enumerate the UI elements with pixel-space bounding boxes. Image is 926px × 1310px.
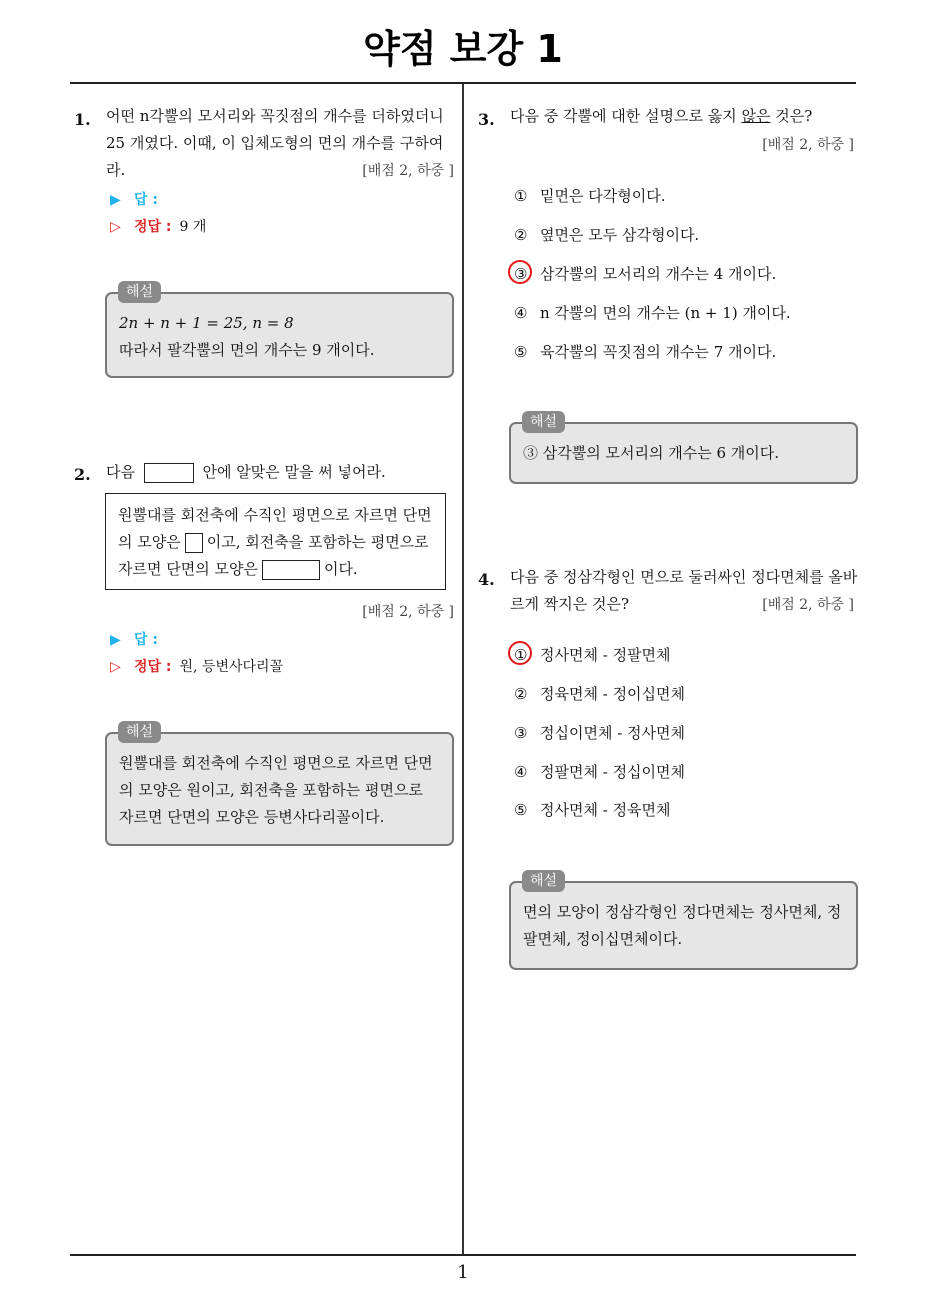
question-line: 25 개였다. 이때, 이 입체도형의 면의 개수를 구하여라. bbox=[106, 134, 444, 179]
choice-mark-glyph: ③ bbox=[514, 265, 528, 283]
passage-line bbox=[118, 556, 433, 583]
choice-mark: ④ bbox=[514, 304, 528, 322]
passage-line bbox=[118, 529, 433, 556]
choice-mark: ⑤ bbox=[514, 801, 528, 819]
choice-mark: ④ bbox=[514, 763, 528, 781]
fill-in-passage bbox=[105, 493, 446, 590]
play-triangle-icon: ▶ bbox=[110, 192, 121, 208]
selected-ring-icon bbox=[508, 641, 532, 665]
question-number: 1. bbox=[74, 110, 91, 129]
explanation-line: ③ 삼각뿔의 모서리의 개수는 6 개이다. bbox=[523, 444, 780, 462]
correct-answer-row bbox=[110, 217, 206, 237]
question-number: 4. bbox=[478, 570, 495, 589]
choice-mark bbox=[514, 643, 540, 667]
choice-mark: ③ bbox=[514, 724, 528, 742]
prompt-fragment: 것은? bbox=[775, 107, 813, 125]
page-number: 1 bbox=[457, 1262, 469, 1283]
explanation-tag: 해설 bbox=[522, 870, 565, 892]
explanation-line: 팔면체, 정이십면체이다. bbox=[523, 930, 683, 948]
question-number: 3. bbox=[478, 110, 495, 129]
choice-text: 정사면체 - 정팔면체 bbox=[540, 646, 671, 664]
answer-row bbox=[110, 630, 158, 650]
choice-5[interactable] bbox=[514, 798, 671, 822]
selected-ring-icon bbox=[508, 260, 532, 284]
page-title: 약점 보강 1 bbox=[363, 27, 563, 71]
question-text bbox=[510, 103, 860, 130]
passage-fragment: 이고, 회전축을 포함하는 평면으로 bbox=[206, 533, 429, 551]
passage-line: 원뿔대를 회전축에 수직인 평면으로 자르면 단면 bbox=[118, 506, 432, 524]
passage-fragment: 의 모양은 bbox=[118, 533, 181, 551]
explanation-box bbox=[105, 292, 454, 378]
choice-4[interactable] bbox=[514, 760, 685, 784]
question-line: 다음 중 정삼각형인 면으로 둘러싸인 정다면체를 올바 bbox=[510, 568, 858, 586]
explanation-line: 의 모양은 원이고, 회전축을 포함하는 평면으로 bbox=[119, 781, 423, 799]
explanation-tag: 해설 bbox=[118, 281, 161, 303]
prompt-underlined: 않은 bbox=[741, 107, 771, 125]
question-text bbox=[106, 459, 456, 486]
choice-text: 정사면체 - 정육면체 bbox=[540, 801, 671, 819]
bottom-rule bbox=[70, 1254, 856, 1256]
choice-text: 옆면은 모두 삼각형이다. bbox=[540, 226, 700, 244]
choice-text: 육각뿔의 꼭짓점의 개수는 7 개이다. bbox=[540, 343, 777, 361]
score-label: [배점 2, 하중 ] bbox=[362, 163, 454, 179]
explanation-line: 면의 모양이 정삼각형인 정다면체는 정사면체, 정 bbox=[523, 903, 842, 921]
correct-label: 정답 : bbox=[134, 219, 172, 235]
choice-mark: ② bbox=[514, 226, 528, 244]
choice-text: 정육면체 - 정이십면체 bbox=[540, 685, 686, 703]
choice-mark: ② bbox=[514, 685, 528, 703]
outline-triangle-icon: ▷ bbox=[110, 219, 121, 235]
correct-label: 정답 : bbox=[134, 659, 172, 675]
answer-label: 답 : bbox=[134, 632, 158, 648]
choice-1[interactable] bbox=[514, 643, 671, 667]
choice-2[interactable] bbox=[514, 682, 685, 706]
choice-text: n 각뿔의 면의 개수는 (n + 1) 개이다. bbox=[540, 304, 791, 322]
column-divider bbox=[462, 84, 464, 1256]
passage-fragment: 이다. bbox=[323, 560, 358, 578]
explanation-box bbox=[105, 732, 454, 846]
question-line: 어떤 n각뿔의 모서리와 꼭짓점의 개수를 더하였더니 bbox=[106, 107, 444, 125]
explanation-box bbox=[509, 881, 858, 970]
passage-fragment: 자르면 단면의 모양은 bbox=[118, 560, 258, 578]
correct-answer-row bbox=[110, 657, 283, 677]
score-label: [배점 2, 하중 ] bbox=[762, 597, 854, 613]
choice-text: 정팔면체 - 정십이면체 bbox=[540, 763, 686, 781]
outline-triangle-icon: ▷ bbox=[110, 659, 121, 675]
choice-mark bbox=[514, 262, 540, 286]
choice-mark-glyph: ① bbox=[514, 646, 528, 664]
score-label: [배점 2, 하중 ] bbox=[762, 137, 854, 153]
blank-box bbox=[262, 560, 320, 580]
choice-text: 밑면은 다각형이다. bbox=[540, 187, 666, 205]
choice-2[interactable] bbox=[514, 223, 699, 247]
prompt-fragment: 다음 중 각뿔에 대한 설명으로 옳지 bbox=[510, 107, 737, 125]
choice-mark: ⑤ bbox=[514, 343, 528, 361]
prompt-after: 안에 알맞은 말을 써 넣어라. bbox=[202, 463, 386, 481]
question-number: 2. bbox=[74, 465, 91, 484]
play-triangle-icon: ▶ bbox=[110, 632, 121, 648]
correct-value: 원, 등변사다리꼴 bbox=[179, 659, 284, 675]
answer-row bbox=[110, 190, 158, 210]
correct-value: 9 개 bbox=[179, 219, 207, 235]
explanation-tag: 해설 bbox=[522, 411, 565, 433]
choice-3[interactable] bbox=[514, 262, 776, 286]
choice-5[interactable] bbox=[514, 340, 776, 364]
score-label: [배점 2, 하중 ] bbox=[362, 604, 454, 620]
choice-text: 정십이면체 - 정사면체 bbox=[540, 724, 686, 742]
blank-box bbox=[144, 463, 194, 483]
choice-1[interactable] bbox=[514, 184, 665, 208]
explanation-line: 원뿔대를 회전축에 수직인 평면으로 자르면 단면 bbox=[119, 754, 433, 772]
question-line: 르게 짝지은 것은? bbox=[510, 595, 630, 613]
blank-box bbox=[185, 533, 203, 553]
choice-3[interactable] bbox=[514, 721, 685, 745]
prompt-before: 다음 bbox=[106, 463, 135, 481]
explanation-line: 자르면 단면의 모양은 등변사다리꼴이다. bbox=[119, 808, 385, 826]
explanation-line: 따라서 팔각뿔의 면의 개수는 9 개이다. bbox=[119, 341, 375, 359]
answer-label: 답 : bbox=[134, 192, 158, 208]
choice-4[interactable] bbox=[514, 301, 791, 325]
choice-text: 삼각뿔의 모서리의 개수는 4 개이다. bbox=[540, 265, 777, 283]
explanation-line: 2n + n + 1 = 25, n = 8 bbox=[119, 314, 294, 332]
explanation-tag: 해설 bbox=[118, 721, 161, 743]
choice-mark: ① bbox=[514, 187, 528, 205]
